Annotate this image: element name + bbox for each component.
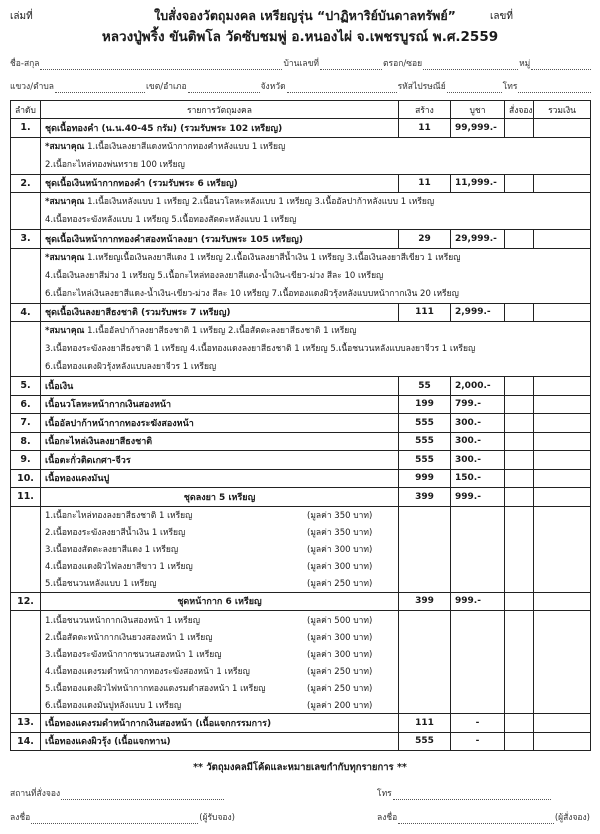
postal-code-label: รหัสไปรษณีย์ bbox=[397, 82, 446, 92]
orderer-sign-label: ลงชื่อ bbox=[377, 813, 398, 823]
bonus-row bbox=[11, 193, 591, 230]
row-total-input[interactable] bbox=[534, 592, 591, 611]
row-order-input[interactable] bbox=[505, 432, 534, 451]
table-row bbox=[11, 395, 591, 414]
sub-item-name: 4.เนื้อทองแดงผิวไฟลงยาสีขาว 1 เหรียญ bbox=[45, 562, 193, 572]
subdistrict-field[interactable] bbox=[55, 84, 145, 93]
sub-item-name: 2.เนื้อทองระฆังลงยาสีน้ำเงิน 1 เหรียญ bbox=[45, 528, 186, 538]
row-made: 11 bbox=[399, 119, 451, 138]
bonus-line: 6.เนื้อกะไหล่เงินลงยาสีแดง-น้ำเงิน-เขียว-ม่วง สีละ 10 เหรียญ 7.เนื้อทองแดงผิวรุ้งหลังแบบหน้ากากเงิน 20 เหรียญ bbox=[45, 288, 459, 299]
bonus-rank-empty bbox=[11, 322, 41, 377]
row-price: 300.- bbox=[451, 432, 505, 451]
row-rank: 12. bbox=[11, 592, 41, 611]
bonus-label: *สมนาคุณ bbox=[45, 197, 85, 207]
bonus-row bbox=[11, 322, 591, 377]
sub-item bbox=[45, 507, 394, 524]
customer-info-row-1 bbox=[10, 56, 592, 70]
row-order-input[interactable] bbox=[505, 488, 534, 507]
house-number-label: บ้านเลขที่ bbox=[283, 59, 319, 69]
row-price: 999.- bbox=[451, 488, 505, 507]
row-price: 29,999.- bbox=[451, 230, 505, 249]
row-order-input[interactable] bbox=[505, 230, 534, 249]
row-made: 399 bbox=[399, 592, 451, 611]
row-rank: 1. bbox=[11, 119, 41, 138]
row-item: ชุดลงยา 5 เหรียญ bbox=[41, 488, 399, 507]
bonus-text bbox=[41, 322, 591, 377]
bonus-row bbox=[11, 248, 591, 303]
book-number-label: เล่มที่ bbox=[10, 11, 33, 22]
sub-item bbox=[45, 679, 394, 696]
row-price: 999.- bbox=[451, 592, 505, 611]
order-place-label: สถานที่สั่งจอง bbox=[10, 789, 61, 799]
row-rank: 3. bbox=[11, 230, 41, 249]
bonus-line: 3.เนื้อทองระฆังลงยาสีธงชาติ 1 เหรียญ 4.เนื้อทองแดงลงยาสีธงชาติ 1 เหรียญ 5.เนื้อชนวนหลังแบบลงยาจีวร 1 เหรียญ bbox=[45, 344, 476, 354]
row-order-input[interactable] bbox=[505, 592, 534, 611]
row-price: 799.- bbox=[451, 395, 505, 414]
bonus-text bbox=[41, 248, 591, 303]
row-item: เนื้อทองแดงรมดำหน้ากากเงินสองหน้า (เนื้อแจกกรรมการ) bbox=[41, 714, 399, 733]
district-field[interactable] bbox=[188, 84, 260, 93]
bonus-line: 1.เนื้อเงินหลังแบบ 1 เหรียญ 2.เนื้อนวโลหะหลังแบบ 1 เหรียญ 3.เนื้ออัลปาก้าหลังแบบ 1 เหรียญ bbox=[87, 197, 435, 207]
row-made: 29 bbox=[399, 230, 451, 249]
sub-item-value: (มูลค่า 300 บาท) bbox=[307, 545, 373, 555]
sub-item bbox=[45, 541, 394, 558]
row-total-input[interactable] bbox=[534, 414, 591, 433]
receiver-sign-label: ลงชื่อ bbox=[10, 813, 31, 823]
sub-item bbox=[45, 696, 394, 713]
row-total-input[interactable] bbox=[534, 714, 591, 733]
row-item: ชุดเนื้อเงินหน้ากากทองคำสองหน้าลงยา (รวมรับพระ 105 เหรียญ) bbox=[41, 230, 399, 249]
row-made: 555 bbox=[399, 432, 451, 451]
province-field[interactable] bbox=[287, 84, 397, 93]
form-title: ใบสั่งจองวัตถุมงคล เหรียญรุ่น “ปาฏิหาริย์บันดาลทรัพย์” bbox=[154, 8, 456, 23]
row-item: ชุดหน้ากาก 6 เหรียญ bbox=[41, 592, 399, 611]
footer-note: ** วัตถุมงคลมีโค้ดและหมายเลขกำกับทุกรายการ ** bbox=[193, 762, 407, 773]
row-rank: 11. bbox=[11, 488, 41, 507]
col-total: รวมเงิน bbox=[534, 101, 591, 119]
col-item: รายการวัตถุมงคล bbox=[41, 101, 399, 119]
row-price: 99,999.- bbox=[451, 119, 505, 138]
row-total-input[interactable] bbox=[534, 119, 591, 138]
sub-made-empty bbox=[399, 611, 451, 714]
row-total-input[interactable] bbox=[534, 303, 591, 322]
row-total-input[interactable] bbox=[534, 488, 591, 507]
bonus-rank-empty bbox=[11, 193, 41, 230]
row-made: 555 bbox=[399, 732, 451, 751]
village-label: หมู่ bbox=[519, 59, 531, 69]
bonus-row bbox=[11, 137, 591, 174]
table-row bbox=[11, 732, 591, 751]
row-total-input[interactable] bbox=[534, 395, 591, 414]
sub-order-empty bbox=[505, 506, 534, 592]
row-total-input[interactable] bbox=[534, 377, 591, 396]
row-made: 11 bbox=[399, 174, 451, 193]
table-row bbox=[11, 469, 591, 488]
receiver-signature-field[interactable] bbox=[31, 815, 198, 824]
row-order-input[interactable] bbox=[505, 714, 534, 733]
row-rank: 10. bbox=[11, 469, 41, 488]
col-order: สั่งจอง bbox=[505, 101, 534, 119]
table-row bbox=[11, 714, 591, 733]
col-made: สร้าง bbox=[399, 101, 451, 119]
row-price: 2,999.- bbox=[451, 303, 505, 322]
table-row bbox=[11, 432, 591, 451]
row-price: 2,000.- bbox=[451, 377, 505, 396]
sub-item-name: 5.เนื้อชนวนหลังแบบ 1 เหรียญ bbox=[45, 579, 157, 589]
table-row bbox=[11, 488, 591, 507]
sub-item-value: (มูลค่า 250 บาท) bbox=[307, 666, 373, 677]
sub-items-list bbox=[41, 611, 399, 714]
col-price: บูชา bbox=[451, 101, 505, 119]
bonus-label: *สมนาคุณ bbox=[45, 252, 85, 263]
row-order-input[interactable] bbox=[505, 732, 534, 751]
row-order-input[interactable] bbox=[505, 414, 534, 433]
sub-item-name: 1.เนื้อชนวนหน้ากากเงินสองหน้า 1 เหรียญ bbox=[45, 615, 200, 626]
row-order-input[interactable] bbox=[505, 395, 534, 414]
table-row bbox=[11, 414, 591, 433]
row-made: 555 bbox=[399, 414, 451, 433]
row-item: เนื้อทองแดงมันปู bbox=[41, 469, 399, 488]
row-made: 555 bbox=[399, 451, 451, 470]
subdistrict-label: แขวง/ตำบล bbox=[10, 82, 54, 92]
row-total-input[interactable] bbox=[534, 469, 591, 488]
row-item: เนื้ออัลปาก้าหน้ากากทองระฆังสองหน้า bbox=[41, 414, 399, 433]
row-order-input[interactable] bbox=[505, 119, 534, 138]
row-item: ชุดเนื้อทองคำ (น.น.40-45 กรัม) (รวมรับพระ 102 เหรียญ) bbox=[41, 119, 399, 138]
row-price: 150.- bbox=[451, 469, 505, 488]
sub-item-value: (มูลค่า 250 บาท) bbox=[307, 579, 373, 589]
orderer-signature-row bbox=[377, 810, 590, 824]
sub-items-row bbox=[11, 611, 591, 714]
alley-label: ตรอก/ซอย bbox=[383, 59, 423, 69]
row-order-input[interactable] bbox=[505, 377, 534, 396]
row-rank: 5. bbox=[11, 377, 41, 396]
row-made: 399 bbox=[399, 488, 451, 507]
table-row bbox=[11, 377, 591, 396]
table-row bbox=[11, 451, 591, 470]
sub-item bbox=[45, 662, 394, 679]
row-made: 111 bbox=[399, 714, 451, 733]
row-rank: 6. bbox=[11, 395, 41, 414]
name-label: ชื่อ-สกุล bbox=[10, 59, 40, 69]
table-row bbox=[11, 119, 591, 138]
footer-phone-field[interactable] bbox=[393, 791, 551, 800]
postal-code-field[interactable] bbox=[447, 84, 502, 93]
sub-item bbox=[45, 611, 394, 628]
row-total-input[interactable] bbox=[534, 451, 591, 470]
row-rank: 13. bbox=[11, 714, 41, 733]
bonus-line: 1.เนื้อเงินลงยาสีแดงหน้ากากทองคำหลังแบบ 1 เหรียญ bbox=[87, 141, 286, 152]
sub-total-empty bbox=[534, 506, 591, 592]
sub-rank-empty bbox=[11, 506, 41, 592]
sub-rank-empty bbox=[11, 611, 41, 714]
footer-phone-row bbox=[377, 786, 552, 800]
bonus-line: 6.เนื้อทองแดงผิวรุ้งหลังแบบลงยาจีวร 1 เหรียญ bbox=[45, 362, 217, 372]
sub-item bbox=[45, 575, 394, 592]
row-item: เนื้อทองแดงผิวรุ้ง (เนื้อแจกทาน) bbox=[41, 732, 399, 751]
customer-info-row-2 bbox=[10, 79, 592, 93]
sub-price-empty bbox=[451, 506, 505, 592]
row-rank: 8. bbox=[11, 432, 41, 451]
sub-item-value: (มูลค่า 300 บาท) bbox=[307, 562, 373, 572]
order-place-field[interactable] bbox=[61, 791, 224, 800]
row-order-input[interactable] bbox=[505, 469, 534, 488]
sub-item-name: 3.เนื้อทองระฆังหน้ากากชนวนสองหน้า 1 เหรียญ bbox=[45, 649, 222, 660]
order-place-field-row bbox=[10, 786, 225, 800]
bonus-line: 4.เนื้อทองระฆังหลังแบบ 1 เหรียญ 5.เนื้อทองสัตตะหลังแบบ 1 เหรียญ bbox=[45, 215, 297, 225]
bonus-label: *สมนาคุณ bbox=[45, 326, 85, 336]
serial-number-label: เลขที่ bbox=[490, 11, 513, 22]
district-label: เขต/อำเภอ bbox=[145, 82, 187, 92]
sub-item-name: 2.เนื้อสัตตะหน้ากากเงินยวงสองหน้า 1 เหรียญ bbox=[45, 632, 213, 643]
row-price: 300.- bbox=[451, 414, 505, 433]
sub-item-name: 5.เนื้อทองแดงผิวไฟหน้ากากทองแดงรมดำสองหน้า 1 เหรียญ bbox=[45, 683, 266, 694]
table-row bbox=[11, 303, 591, 322]
sub-item-value: (มูลค่า 300 บาท) bbox=[307, 649, 373, 660]
sub-item-value: (มูลค่า 250 บาท) bbox=[307, 683, 373, 694]
table-header-row bbox=[11, 101, 591, 119]
sub-item-value: (มูลค่า 300 บาท) bbox=[307, 632, 373, 643]
row-rank: 9. bbox=[11, 451, 41, 470]
sub-item bbox=[45, 645, 394, 662]
sub-item-value: (มูลค่า 350 บาท) bbox=[307, 511, 373, 521]
bonus-line: 4.เนื้อเงินลงยาสีม่วง 1 เหรียญ 5.เนื้อกะไหล่ทองลงยาสีแดง-น้ำเงิน-เขียว-ม่วง สีละ 10 เหรียญ bbox=[45, 270, 384, 281]
row-order-input[interactable] bbox=[505, 451, 534, 470]
receiver-signature-row bbox=[10, 810, 235, 824]
row-total-input[interactable] bbox=[534, 732, 591, 751]
province-label: จังหวัด bbox=[260, 82, 286, 92]
sub-total-empty bbox=[534, 611, 591, 714]
table-row bbox=[11, 230, 591, 249]
row-item: เนื้อตะกั่วติดเกศา-จีวร bbox=[41, 451, 399, 470]
orderer-signature-field[interactable] bbox=[398, 815, 554, 824]
row-item: เนื้อเงิน bbox=[41, 377, 399, 396]
row-item: เนื้อนวโลหะหน้ากากเงินสองหน้า bbox=[41, 395, 399, 414]
bonus-line: 1.เนื้ออัลปาก้าลงยาสีธงชาติ 1 เหรียญ 2.เนื้อสัตตะลงยาสีธงชาติ 1 เหรียญ bbox=[87, 326, 357, 336]
footer-phone-label: โทร bbox=[377, 789, 392, 799]
orderer-suffix: (ผู้สั่งจอง) bbox=[554, 813, 590, 823]
bonus-label: *สมนาคุณ bbox=[45, 141, 85, 152]
receiver-suffix: (ผู้รับจอง) bbox=[199, 813, 235, 823]
sub-items-list bbox=[41, 506, 399, 592]
table-row bbox=[11, 592, 591, 611]
bonus-line: 2.เนื้อกะไหล่ทองพ่นทราย 100 เหรียญ bbox=[45, 159, 185, 170]
sub-item-value: (มูลค่า 350 บาท) bbox=[307, 528, 373, 538]
alley-field[interactable] bbox=[423, 61, 518, 70]
sub-made-empty bbox=[399, 506, 451, 592]
row-item: เนื้อกะไหล่เงินลงยาสีธงชาติ bbox=[41, 432, 399, 451]
row-price: - bbox=[451, 714, 505, 733]
bonus-rank-empty bbox=[11, 137, 41, 174]
bonus-line: 1.เหรียญเนื้อเงินลงยาสีแดง 1 เหรียญ 2.เนื้อเงินลงยาสีน้ำเงิน 1 เหรียญ 3.เนื้อเงินลงยาสีเขียว 1 เหรียญ bbox=[87, 252, 461, 263]
sub-item-name: 4.เนื้อทองแดงรมดำหน้ากากทองระฆังสองหน้า 1 เหรียญ bbox=[45, 666, 250, 677]
row-total-input[interactable] bbox=[534, 230, 591, 249]
form-subtitle: หลวงปู่พริ้ง ขันติพโล วัดซับชมพู่ อ.หนองไผ่ จ.เพชรบูรณ์ พ.ศ.2559 bbox=[101, 29, 499, 45]
row-rank: 4. bbox=[11, 303, 41, 322]
row-rank: 7. bbox=[11, 414, 41, 433]
row-rank: 2. bbox=[11, 174, 41, 193]
sub-order-empty bbox=[505, 611, 534, 714]
bonus-rank-empty bbox=[11, 248, 41, 303]
village-field[interactable] bbox=[531, 61, 591, 70]
row-price: 11,999.- bbox=[451, 174, 505, 193]
row-made: 111 bbox=[399, 303, 451, 322]
sub-item bbox=[45, 628, 394, 645]
phone-label: โทร bbox=[502, 82, 518, 92]
sub-item bbox=[45, 524, 394, 541]
order-table bbox=[10, 100, 591, 751]
phone-field[interactable] bbox=[518, 84, 591, 93]
row-order-input[interactable] bbox=[505, 303, 534, 322]
row-total-input[interactable] bbox=[534, 432, 591, 451]
row-made: 999 bbox=[399, 469, 451, 488]
sub-item-value: (มูลค่า 500 บาท) bbox=[307, 615, 373, 626]
sub-item-name: 6.เนื้อทองแดงมันปูหลังแบบ 1 เหรียญ bbox=[45, 700, 182, 711]
bonus-text bbox=[41, 193, 591, 230]
sub-items-row bbox=[11, 506, 591, 592]
row-price: - bbox=[451, 732, 505, 751]
table-row bbox=[11, 174, 591, 193]
row-made: 55 bbox=[399, 377, 451, 396]
sub-item-value: (มูลค่า 200 บาท) bbox=[307, 700, 373, 711]
row-item: ชุดเนื้อเงินลงยาสีธงชาติ (รวมรับพระ 7 เหรียญ) bbox=[41, 303, 399, 322]
name-field[interactable] bbox=[40, 61, 282, 70]
sub-price-empty bbox=[451, 611, 505, 714]
row-total-input[interactable] bbox=[534, 174, 591, 193]
form-header bbox=[0, 0, 600, 48]
house-number-field[interactable] bbox=[320, 61, 382, 70]
row-item: ชุดเนื้อเงินหน้ากากทองคำ (รวมรับพระ 6 เหรียญ) bbox=[41, 174, 399, 193]
bonus-text bbox=[41, 137, 591, 174]
col-rank: ลำดับ bbox=[11, 101, 41, 119]
row-order-input[interactable] bbox=[505, 174, 534, 193]
row-rank: 14. bbox=[11, 732, 41, 751]
row-made: 199 bbox=[399, 395, 451, 414]
sub-item-name: 3.เนื้อทองสัตตะลงยาสีแดง 1 เหรียญ bbox=[45, 545, 179, 555]
row-price: 300.- bbox=[451, 451, 505, 470]
sub-item bbox=[45, 558, 394, 575]
sub-item-name: 1.เนื้อกะไหล่ทองลงยาสีธงชาติ 1 เหรียญ bbox=[45, 511, 193, 521]
